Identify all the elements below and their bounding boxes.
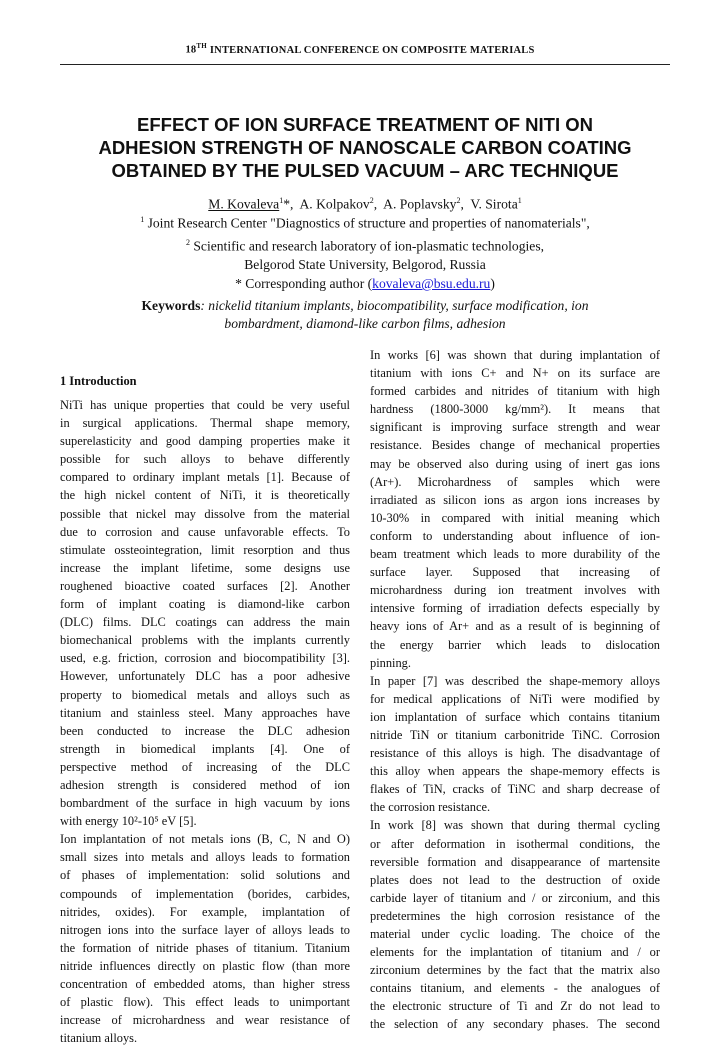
text-line: increase the implant lifetime, some designs use [60,560,350,575]
text-line: form of implant coating is diamond-like carbon [60,597,350,612]
running-header [0,42,720,56]
title-line: OBTAINED BY THE PULSED VACUUM – ARC TECHNIQUE [111,160,619,181]
text-line: resistance. Besides change of mechanical properties [370,438,660,453]
text-line: for medical applications of NiTi were modified by [370,691,660,706]
right-column [370,346,660,1034]
text-line: roughened bioactive coated surfaces [2]. Another [60,578,350,593]
text-line: this alloy when appears the shape-memory effects is [370,764,660,779]
text-line: hardness (1800-3000 kg/mm²). It means that [370,402,660,417]
text-line: ion implantation of surface which contains titanium [370,709,660,724]
affiliation-mark: 2 [185,237,190,247]
keywords [90,297,640,333]
text-line: perspective method of increasing of the DLC [60,759,350,774]
section-heading: 1 Introduction [60,374,137,388]
text-line: predetermines the high corrosion resistance of the [370,908,660,923]
text-line: titanium alloys. [60,1031,138,1046]
author-name: V. Sirota [470,196,518,212]
corresponding-author [60,274,670,293]
text-line: conform to understanding about influence of ion- [370,528,660,543]
keywords-label: Keywords [141,298,201,313]
text-line: in surgical applications. Thermal shape memory, [60,416,350,431]
affiliation-1 [60,210,670,233]
text-line: formed carbides and nitrides of titanium with high [370,384,660,399]
affiliation-text: Scientific and research laboratory of ion-plasmatic technologies, [193,238,545,254]
conference-number: 18 [185,44,197,56]
text-line: (Ar+). Microhardness of samples which were [370,474,660,489]
text-line: compounds of implementation (borides, carbides, [60,886,350,901]
author-affiliation-mark: 2 [369,196,374,205]
text-line: In paper [7] was described the shape-memory alloys [370,673,660,688]
corresponding-close: ) [490,276,495,292]
keywords-line: : nickelid titanium implants, biocompatibility, surface modification, ion [200,298,589,313]
email-link[interactable]: kovaleva@bsu.edu.ru [372,276,491,292]
text-line: been conducted to increase the DLC adhesion [60,723,350,738]
text-line: pinning. [370,655,411,670]
text-line: NiTi has unique properties that could be very useful [60,398,350,412]
text-line: elements for the implantation of titanium and / or [370,945,660,960]
text-line: irradiated as silicon ions as argon ions increases by [370,492,660,507]
author-list: M. Kovaleva$^1$*, A. Kolpakov$^2$, A. Poplavsky$^2$, V. Sirota$^1$ [208,196,522,212]
text-line: nitrides, oxides). For example, implantation of [60,904,350,919]
text-line: bombardment of the surface in high vacuum by ions [60,796,350,811]
text-line: beam treatment which leads to more durability of the [370,547,660,562]
text-line: small sizes into metals and alloys leads to formation [60,850,350,865]
text-line: plates does not lead to the destruction of oxide [370,872,660,887]
text-line: the formation of nitride phases of titanium. Titanium [60,940,350,955]
text-line: the energy barrier which leads to dislocation [370,637,660,652]
text-line: nitride influences directly on plastic flow (than more [60,958,350,973]
text-line: biomechanical problems with the implants currently [60,633,350,648]
text-line: compared to ordinary implant metals [1]. Because of [60,470,350,485]
text-line: titanium and stainless steel. Many approaches have [60,705,350,720]
conference-name: INTERNATIONAL CONFERENCE ON COMPOSITE MATERIALS [209,44,535,56]
text-line: heavy ions of Ar+ and as a result of is beginning of [370,619,660,634]
text-line: 10-30% in compared with initial meaning which [370,510,660,525]
text-line: In work [8] was shown that during thermal cycling [370,818,660,833]
text-line: However, unfortunately DLC has a poor adhesive [60,669,350,684]
text-line: superelasticity and good damping properties make it [60,434,350,449]
text-line: may be observed also during using of inert gas ions [370,456,660,471]
author-affiliation-mark: 1 [279,196,284,205]
keywords-line: bombardment, diamond-like carbon films, adhesion [224,316,506,331]
conference-ordinal: TH [196,42,207,50]
text-line: the selection of any secondary phases. The second [370,1017,660,1032]
author-name: A. Kolpakov [299,196,370,212]
text-line: increase of microhardness and wear resistance of [60,1013,350,1028]
text-line: due to corrosion and cause unfavorable effects. To [60,524,350,539]
text-line: zirconium determines by the fact that the matrix also [370,963,660,978]
text-line: Ion implantation of not metals ions (B, C, N and O) [60,832,350,847]
affiliation-text: Joint Research Center "Diagnostics of structure and properties of nanomaterials", [147,215,590,231]
affiliation-mark: 1 [140,215,145,224]
text-line: significant is improving surface strength and wear [370,420,660,435]
text-line: microhardness during ion treatment involves with [370,583,660,598]
text-line: concentration of embedded atoms, than higher stress [60,977,350,991]
text-line: the electronic structure of Ti and Zr do not lead to [370,999,660,1014]
author-name: M. Kovaleva [208,196,280,212]
text-line: strength in biomedical implants [4]. One of [60,741,350,756]
title-line: EFFECT OF ION SURFACE TREATMENT OF NITI ON [137,114,593,135]
text-line: or after deformation in isothermal conditions, the [370,836,660,851]
left-column [60,372,350,1047]
university: Belgorod State University, Belgorod, Russia [244,257,486,273]
paper-title [60,113,670,182]
text-line: In works [6] was shown that during implantation of [370,348,660,362]
text-line: (DLC) films. DLC coatings can address the main [60,615,350,630]
text-line: resistance of this alloys is high. The disadvantage of [370,746,660,761]
corresponding-label: * Corresponding author ( [235,276,373,292]
text-line: carbide layer of titanium and / or zirconium, and this [370,890,660,905]
text-line: the high nickel content of NiTi, it is theoretically [60,488,350,503]
text-line: material under cyclic loading. The choice of the [370,927,660,941]
text-line: contains titanium, and elements - the analogues of [370,981,660,996]
text-line: titanium with ions C+ and N+ on its surface are [370,366,660,381]
text-line: surface layer. Supposed that increasing of [370,565,660,580]
text-line: possible that nickel may dissolve from the material [60,506,350,521]
text-line: reversible formation and disappearance of martensite [370,854,660,869]
text-line: nitrogen ions into the surface layer of alloys leads to [60,922,350,937]
header-rule [60,64,670,65]
text-line: possible for such alloys to behave differently [60,452,350,467]
text-line: nitride TiN or titanium carbonitride TiNC. Corrosion [370,727,660,742]
text-line: property to biomedical metals and alloys such as [60,687,350,702]
text-line: the corrosion resistance. [370,800,491,815]
author-affiliation-mark: 2 [456,196,461,205]
corresponding-mark: * [283,196,291,212]
author-affiliation-mark: 1 [517,196,522,205]
title-line: ADHESION STRENGTH OF NANOSCALE CARBON COATING [98,137,632,158]
text-line: intensive forming of irradiation defects especially by [370,601,660,616]
text-line: of plastic flow). This effect leads to unimportant [60,995,350,1010]
affiliation-2 [60,233,670,256]
text-line: of phases of implementation: solid solutions and [60,868,350,883]
text-line: used, e.g. friction, corrosion and biocompatibility [3]. [60,651,350,666]
text-line: adhesion strength is considered method of ion [60,777,350,792]
affiliations [60,210,670,293]
author-name: A. Poplavsky [383,196,457,212]
text-line: with energy 10²-10⁵ eV [5]. [60,814,197,829]
text-line: stimulate ossteointegration, limit resorption and thus [60,542,350,557]
text-line: flakes of TiN, cracks of TiNC and sharp decrease of [370,782,660,797]
